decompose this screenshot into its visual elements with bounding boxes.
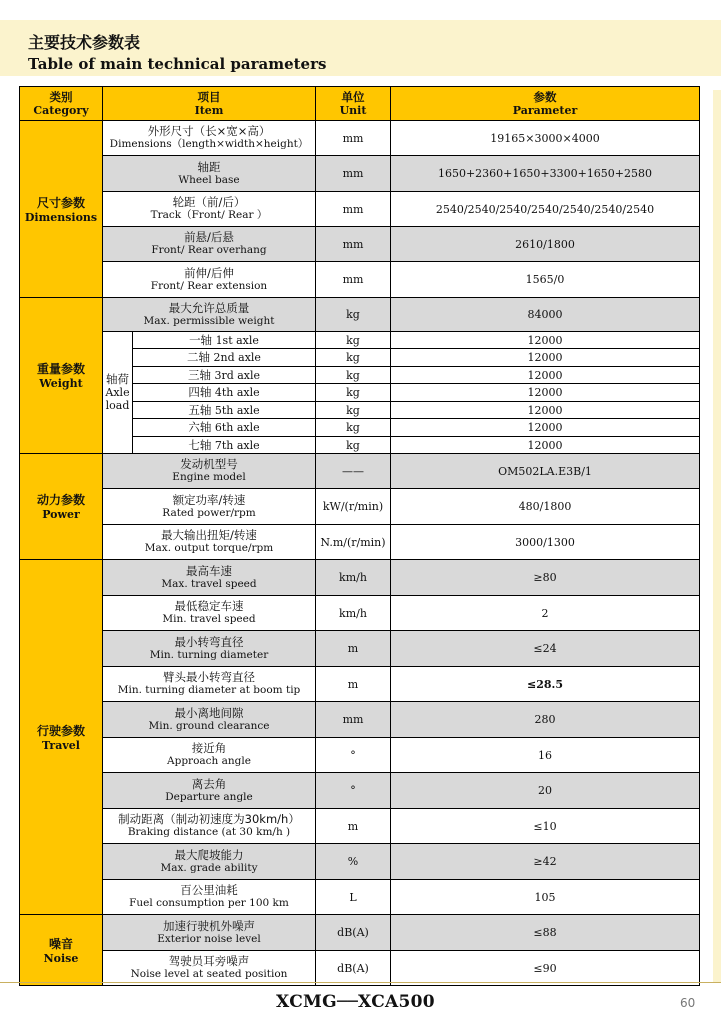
item-label: 离去角 Departure angle xyxy=(103,773,316,809)
table-header-row xyxy=(20,87,700,121)
param-cell: ≤28.5 xyxy=(391,667,700,702)
item-label: 最大允许总质量 Max. permissible weight xyxy=(103,298,316,332)
table-row xyxy=(20,454,700,489)
unit-cell: mm xyxy=(316,262,391,298)
page-title-cn: 主要技术参数表 xyxy=(28,33,141,52)
item-label: 外形尺寸（长×宽×高） Dimensions（length×width×height） xyxy=(103,121,316,156)
axle-label: 三轴 3rd axle xyxy=(133,367,316,384)
param-cell: 84000 xyxy=(391,298,700,332)
axle-label: 五轴 5th axle xyxy=(133,402,316,419)
item-label: 制动距离（制动初速度为30km/h） Braking distance (at 30 km/h ) xyxy=(103,809,316,844)
axle-label: 六轴 6th axle xyxy=(133,419,316,437)
parameters-table xyxy=(19,86,700,986)
table-row xyxy=(20,262,700,298)
unit-cell: % xyxy=(316,844,391,880)
header-category: 类别 Category xyxy=(20,87,103,121)
param-cell: 19165×3000×4000 xyxy=(391,121,700,156)
item-label: 最大爬坡能力 Max. grade ability xyxy=(103,844,316,880)
unit-cell: —— xyxy=(316,454,391,489)
table-row xyxy=(20,951,700,986)
unit-cell: mm xyxy=(316,156,391,192)
item-label: 轮距（前/后） Track（Front/ Rear ） xyxy=(103,192,316,227)
unit-cell: mm xyxy=(316,192,391,227)
unit-cell: kg xyxy=(316,349,391,367)
param-cell: 105 xyxy=(391,880,700,915)
param-cell: 16 xyxy=(391,738,700,773)
unit-cell: kW/(r/min) xyxy=(316,489,391,525)
category-dimensions: 尺寸参数 Dimensions xyxy=(20,121,103,298)
unit-cell: km/h xyxy=(316,596,391,631)
unit-cell: km/h xyxy=(316,560,391,596)
unit-cell: kg xyxy=(316,332,391,349)
param-cell: 20 xyxy=(391,773,700,809)
side-decoration-bar xyxy=(713,90,721,982)
table-row xyxy=(20,227,700,262)
param-cell: ≥42 xyxy=(391,844,700,880)
unit-cell: ° xyxy=(316,773,391,809)
table-row xyxy=(20,667,700,702)
header-unit: 单位 Unit xyxy=(316,87,391,121)
unit-cell: L xyxy=(316,880,391,915)
item-label: 臂头最小转弯直径 Min. turning diameter at boom tip xyxy=(103,667,316,702)
item-label: 前伸/后伸 Front/ Rear extension xyxy=(103,262,316,298)
unit-cell: m xyxy=(316,809,391,844)
table-row xyxy=(20,298,700,332)
table-row xyxy=(20,596,700,631)
param-cell: ≤90 xyxy=(391,951,700,986)
table-row xyxy=(20,915,700,951)
param-cell: 12000 xyxy=(391,349,700,367)
param-cell: ≥80 xyxy=(391,560,700,596)
item-label: 驾驶员耳旁噪声 Noise level at seated position xyxy=(103,951,316,986)
param-cell: ≤88 xyxy=(391,915,700,951)
param-cell: 2 xyxy=(391,596,700,631)
table-row xyxy=(20,192,700,227)
unit-cell: kg xyxy=(316,402,391,419)
param-cell: 12000 xyxy=(391,332,700,349)
item-label: 前悬/后悬 Front/ Rear overhang xyxy=(103,227,316,262)
unit-cell: kg xyxy=(316,298,391,332)
param-cell: 12000 xyxy=(391,419,700,437)
table-row xyxy=(20,121,700,156)
unit-cell: ° xyxy=(316,738,391,773)
category-weight: 重量参数 Weight xyxy=(20,298,103,454)
page-number: 60 xyxy=(680,996,696,1010)
table-row xyxy=(20,332,700,349)
item-label: 最小离地间隙 Min. ground clearance xyxy=(103,702,316,738)
param-cell: 12000 xyxy=(391,437,700,454)
footer-divider xyxy=(0,982,721,983)
unit-cell: kg xyxy=(316,384,391,402)
table-row xyxy=(20,560,700,596)
param-cell: 12000 xyxy=(391,402,700,419)
param-cell: 3000/1300 xyxy=(391,525,700,560)
param-cell: ≤24 xyxy=(391,631,700,667)
header-item: 项目 Item xyxy=(103,87,316,121)
unit-cell: dB(A) xyxy=(316,915,391,951)
table-row xyxy=(20,702,700,738)
item-label: 轴距 Wheel base xyxy=(103,156,316,192)
item-label: 加速行驶机外噪声 Exterior noise level xyxy=(103,915,316,951)
item-label: 最大输出扭矩/转速 Max. output torque/rpm xyxy=(103,525,316,560)
table-row xyxy=(20,809,700,844)
unit-cell: mm xyxy=(316,227,391,262)
unit-cell: kg xyxy=(316,437,391,454)
param-cell: 480/1800 xyxy=(391,489,700,525)
unit-cell: mm xyxy=(316,702,391,738)
param-cell: OM502LA.E3B/1 xyxy=(391,454,700,489)
table-row xyxy=(20,525,700,560)
unit-cell: dB(A) xyxy=(316,951,391,986)
param-cell: 12000 xyxy=(391,367,700,384)
axle-label: 二轴 2nd axle xyxy=(133,349,316,367)
item-label: 额定功率/转速 Rated power/rpm xyxy=(103,489,316,525)
item-label: 最小转弯直径 Min. turning diameter xyxy=(103,631,316,667)
table-row xyxy=(20,844,700,880)
axle-label: 四轴 4th axle xyxy=(133,384,316,402)
param-cell: ≤10 xyxy=(391,809,700,844)
unit-cell: kg xyxy=(316,419,391,437)
category-noise: 噪音 Noise xyxy=(20,915,103,986)
table-row xyxy=(20,631,700,667)
unit-cell: kg xyxy=(316,367,391,384)
param-cell: 2540/2540/2540/2540/2540/2540/2540 xyxy=(391,192,700,227)
param-cell: 280 xyxy=(391,702,700,738)
item-label: 最高车速 Max. travel speed xyxy=(103,560,316,596)
table-row xyxy=(20,773,700,809)
category-power: 动力参数 Power xyxy=(20,454,103,560)
param-cell: 1650+2360+1650+3300+1650+2580 xyxy=(391,156,700,192)
unit-cell: m xyxy=(316,667,391,702)
table-row xyxy=(20,738,700,773)
axle-load-label: 轴荷 Axle load xyxy=(103,332,133,454)
axle-label: 一轴 1st axle xyxy=(133,332,316,349)
param-cell: 12000 xyxy=(391,384,700,402)
table-row xyxy=(20,880,700,915)
unit-cell: N.m/(r/min) xyxy=(316,525,391,560)
item-label: 接近角 Approach angle xyxy=(103,738,316,773)
axle-label: 七轴 7th axle xyxy=(133,437,316,454)
item-label: 百公里油耗 Fuel consumption per 100 km xyxy=(103,880,316,915)
item-label: 最低稳定车速 Min. travel speed xyxy=(103,596,316,631)
item-label: 发动机型号 Engine model xyxy=(103,454,316,489)
header-parameter: 参数 Parameter xyxy=(391,87,700,121)
unit-cell: mm xyxy=(316,121,391,156)
page-title-en: Table of main technical parameters xyxy=(28,55,327,73)
footer-model: XCMG──XCA500 xyxy=(276,992,435,1012)
table-row xyxy=(20,156,700,192)
param-cell: 1565/0 xyxy=(391,262,700,298)
table-row xyxy=(20,489,700,525)
param-cell: 2610/1800 xyxy=(391,227,700,262)
category-travel: 行驶参数 Travel xyxy=(20,560,103,915)
unit-cell: m xyxy=(316,631,391,667)
